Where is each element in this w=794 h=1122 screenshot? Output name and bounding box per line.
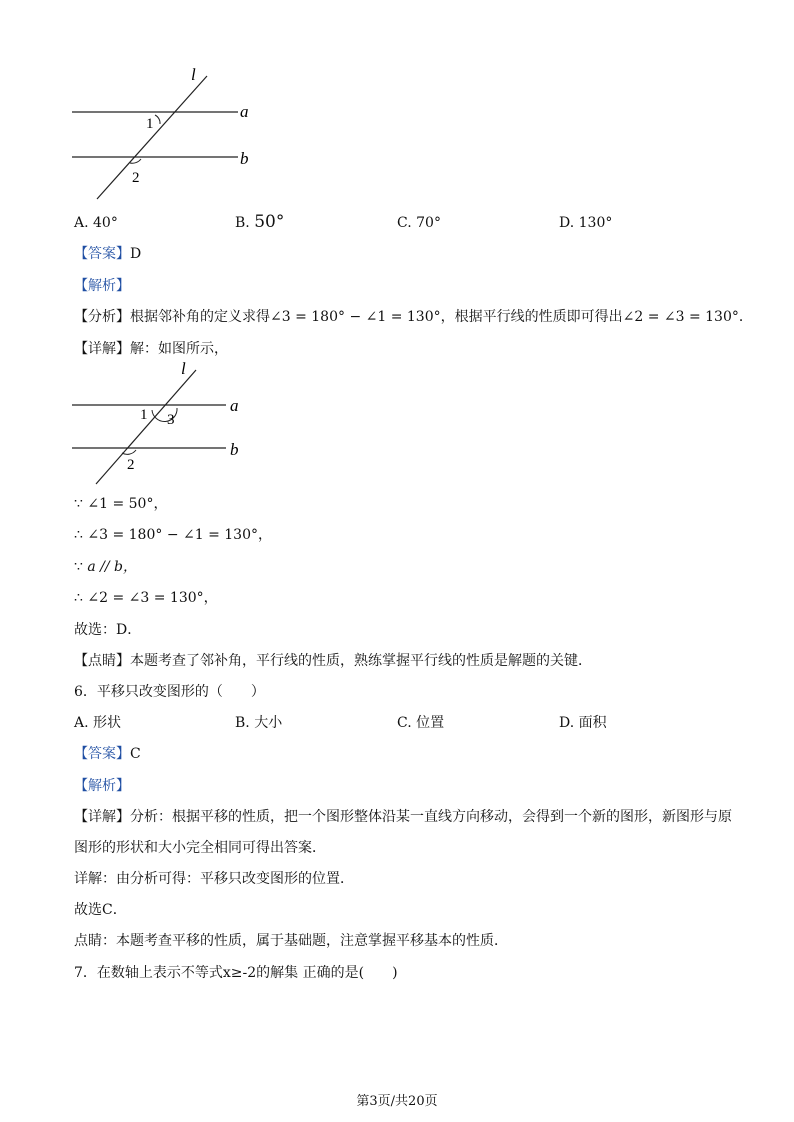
q5-option-b: B. 50° bbox=[235, 212, 285, 232]
q6-answer: 【答案】C bbox=[74, 746, 141, 762]
q6-comment: 点睛：本题考查平移的性质，属于基础题，注意掌握平移基本的性质． bbox=[74, 933, 508, 949]
q5-step-4: ∴ ∠2 = ∠3 = 130°， bbox=[74, 590, 218, 606]
angle-2-label: 2 bbox=[127, 457, 135, 473]
q5-conclusion: 故选：D． bbox=[74, 622, 142, 638]
q5-option-a: A. 40° bbox=[74, 215, 118, 231]
q6-question: 6．平移只改变图形的（ ） bbox=[74, 684, 265, 700]
page-footer: 第3页/共20页 bbox=[356, 1094, 438, 1109]
q5-answer: 【答案】D bbox=[74, 246, 142, 262]
line-a-label: a bbox=[230, 396, 239, 415]
q6-detail-line-1: 【详解】分析：根据平移的性质，把一个图形整体沿某一直线方向移动，会得到一个新的图形，新图形与原 bbox=[74, 809, 732, 825]
q6-conclusion: 故选C． bbox=[74, 902, 127, 918]
line-l-label: l bbox=[191, 65, 196, 84]
q6-analysis-tag: 【解析】 bbox=[74, 778, 130, 794]
q5-step-3: ∵ a // b， bbox=[74, 559, 138, 575]
q5-option-c: C. 70° bbox=[397, 215, 441, 231]
q6-detail-line-2: 图形的形状和大小完全相同可得出答案． bbox=[74, 840, 326, 856]
q6-option-b: B. 大小 bbox=[235, 715, 283, 731]
q5-detail: 【详解】解：如图所示， bbox=[74, 341, 228, 357]
line-b-label: b bbox=[230, 440, 239, 459]
line-a-label: a bbox=[240, 102, 249, 121]
line-b-label: b bbox=[240, 149, 249, 168]
angle-2-label: 2 bbox=[132, 170, 140, 186]
q6-option-d: D. 面积 bbox=[559, 715, 607, 731]
q5-option-d: D. 130° bbox=[559, 215, 613, 231]
q6-option-c: C. 位置 bbox=[397, 715, 445, 731]
q5-step-2: ∴ ∠3 = 180° − ∠1 = 130°， bbox=[74, 527, 272, 543]
angle-1-label: 1 bbox=[146, 116, 154, 132]
angle-1-label: 1 bbox=[140, 407, 148, 423]
q5-comment: 【点睛】本题考查了邻补角，平行线的性质，熟练掌握平行线的性质是解题的关键． bbox=[74, 653, 592, 669]
q5-analysis-tag: 【解析】 bbox=[74, 278, 130, 294]
q6-option-a: A. 形状 bbox=[74, 715, 122, 731]
parallel-lines-figure-1 bbox=[60, 62, 290, 207]
q5-step-1: ∵ ∠1 = 50°， bbox=[74, 496, 168, 512]
angle-3-label: 3 bbox=[167, 412, 175, 428]
q7-question: 7．在数轴上表示不等式x≥-2的解集 正确的是( ) bbox=[74, 965, 398, 981]
line-l-label: l bbox=[181, 360, 186, 378]
q6-detail-line-3: 详解：由分析可得：平移只改变图形的位置． bbox=[74, 871, 354, 887]
parallel-lines-figure-2 bbox=[60, 360, 290, 488]
q5-fenxi: 【分析】根据邻补角的定义求得∠3 = 180° − ∠1 = 130°，根据平行线的性质即可得出∠2 = ∠3 = 130°． bbox=[74, 309, 753, 325]
